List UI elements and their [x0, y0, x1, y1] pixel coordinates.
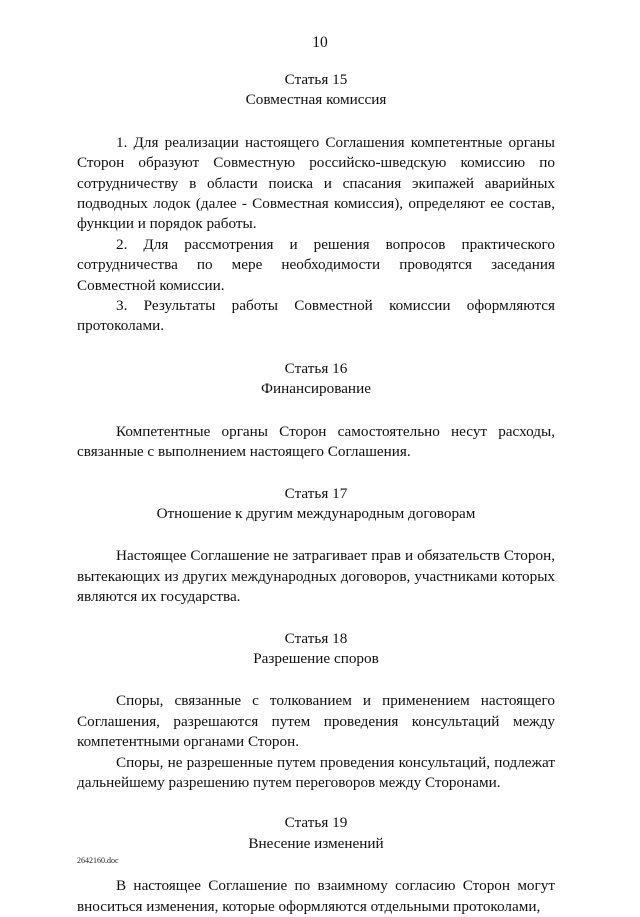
article-heading: Совместная комиссия	[245, 91, 387, 109]
article-18	[77, 629, 555, 794]
article-15	[77, 70, 555, 337]
article-title: Статья 15	[284, 71, 348, 88]
page-number: 10	[312, 34, 328, 51]
article-title: Статья 18	[284, 629, 348, 647]
paragraph: 1. Для реализации настоящего Соглашения компетентные органы Сторон образуют Совместную российско-шведскую комиссию по сотрудничеству в области поиска и спасания экипажей аварийных подводных лодок (далее - Совместная комиссия), определяют ее состав, функции и порядок работы.	[77, 133, 555, 233]
article-title: Статья 19	[284, 814, 348, 832]
document-body	[77, 70, 555, 917]
paragraph: 3. Результаты работы Совместной комиссии оформляются протоколами.	[77, 297, 555, 335]
paragraph: В настоящее Соглашение по взаимному согласию Сторон могут вноситься изменения, которые оформляются отдельными протоколами,	[77, 877, 555, 915]
article-19	[77, 813, 555, 917]
article-16	[77, 359, 555, 463]
article-17	[77, 484, 555, 608]
article-heading: Внесение изменений	[248, 834, 384, 852]
article-title: Статья 17	[284, 484, 348, 502]
paragraph: Настоящее Соглашение не затрагивает прав и обязательств Сторон, вытекающих из других международных договоров, участниками которых являются их государства.	[77, 547, 555, 606]
footer-filename: 2642160.doc	[77, 856, 119, 865]
paragraph: Компетентные органы Сторон самостоятельно несут расходы, связанные с выполнением настоящего Соглашения.	[77, 422, 555, 461]
paragraph: Споры, связанные с толкованием и применением настоящего Соглашения, разрешаются путем проведения консультаций между компетентными органами Сторон.	[77, 692, 555, 751]
article-heading: Отношение к другим международным договорам	[156, 504, 476, 522]
article-heading: Разрешение споров	[253, 649, 379, 667]
paragraph: Споры, не разрешенные путем проведения консультаций, подлежат дальнейшему разрешению путем переговоров между Сторонами.	[77, 753, 555, 791]
article-heading: Финансирование	[261, 380, 371, 398]
article-title: Статья 16	[284, 359, 348, 377]
paragraph: 2. Для рассмотрения и решения вопросов практического сотрудничества по мере необходимости проводятся заседания Совместной комиссии.	[77, 235, 555, 294]
